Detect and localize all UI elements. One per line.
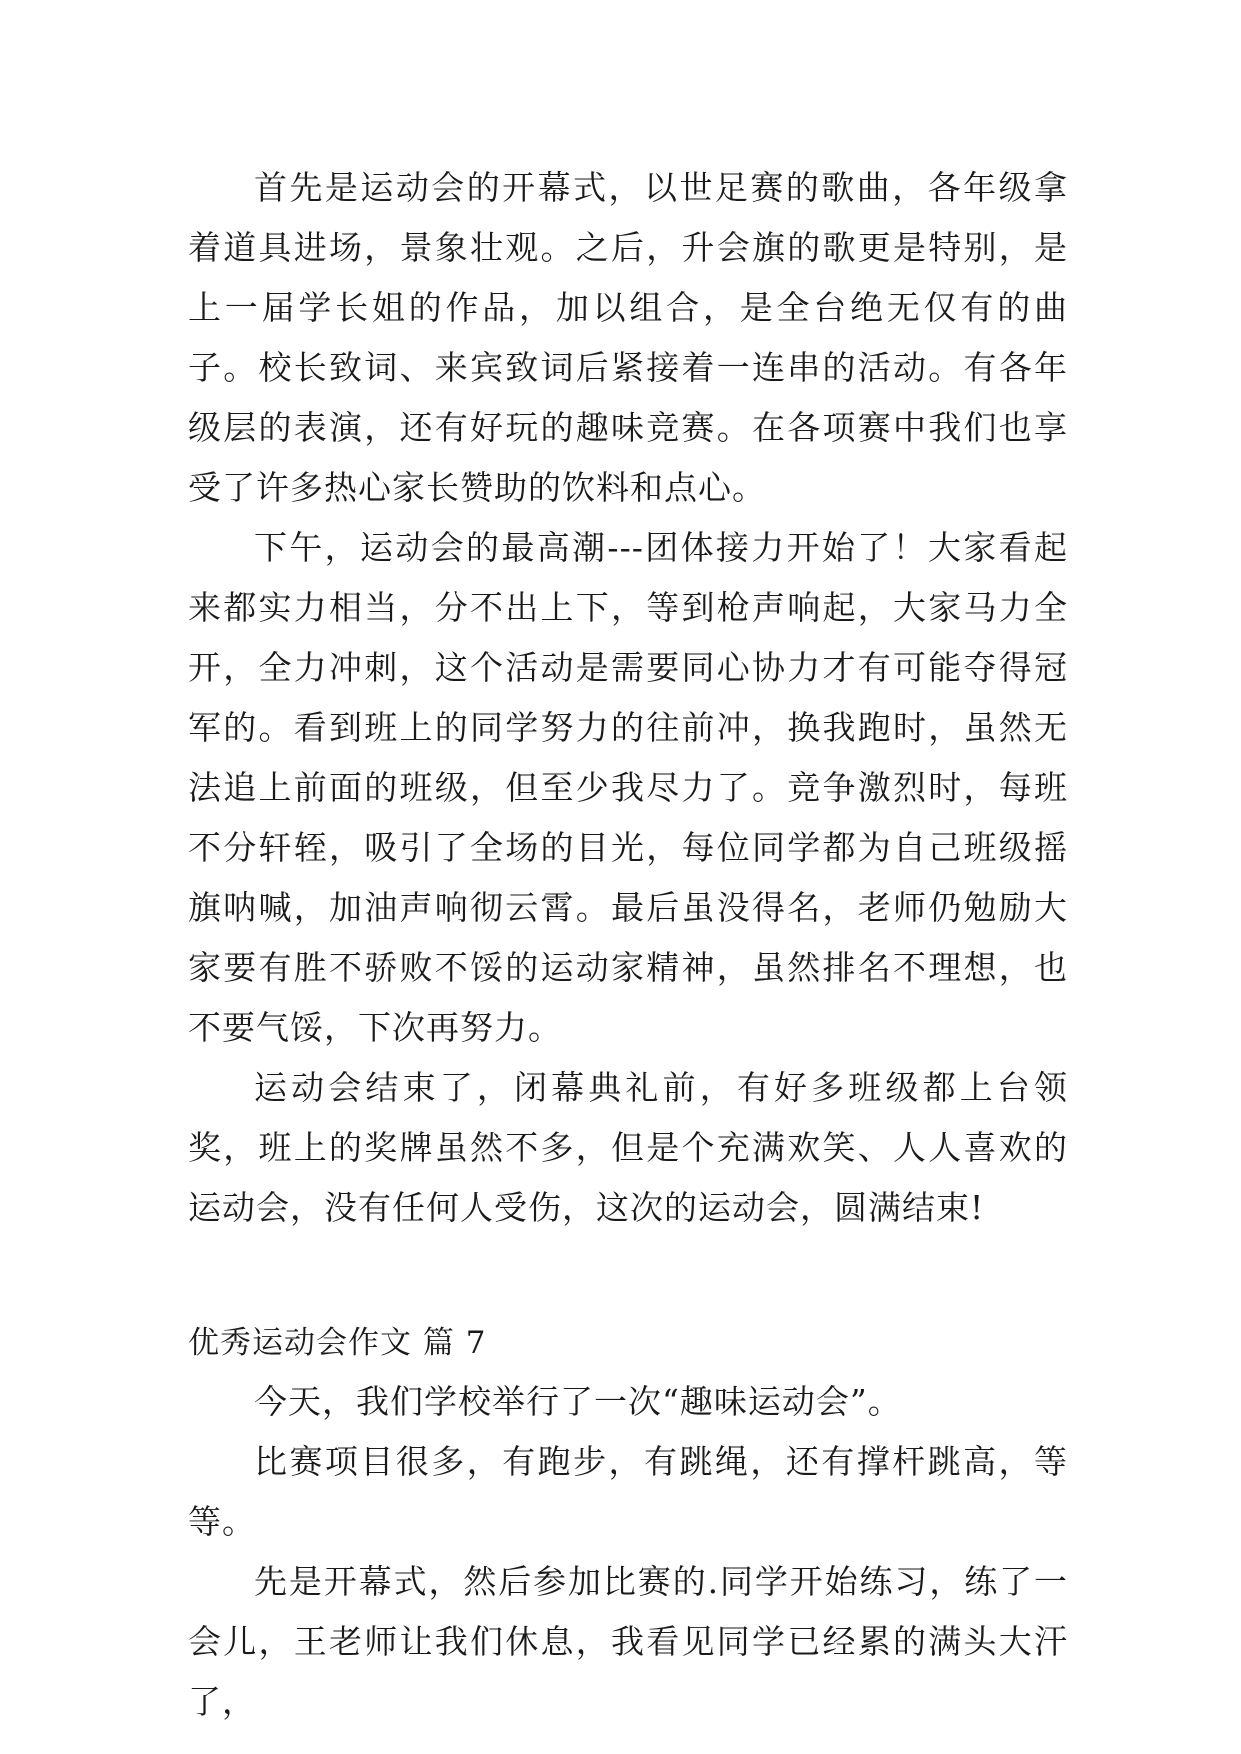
paragraph-practice: 先是开幕式，然后参加比赛的.同学开始练习，练了一会儿，王老师让我们休息，我看见同学已经累的满头大汗了， [188, 1562, 1068, 1721]
paragraph-opening-ceremony: 首先是运动会的开幕式，以世足赛的歌曲，各年级拿着道具进场，景象壮观。之后，升会旗的歌更是特别，是上一届学长姐的作品，加以组合，是全台绝无仅有的曲子。校长致词、来宾致词后紧接着一连串的活动。有各年级层的表演，还有好玩的趣味竞赛。在各项赛中我们也享受了许多热心家长赞助的饮料和点心。 [188, 168, 1068, 507]
paragraph-relay-race: 下午，运动会的最高潮---团体接力开始了！大家看起来都实力相当，分不出上下，等到枪声响起，大家马力全开，全力冲刺，这个活动是需要同心协力才有可能夺得冠军的。看到班上的同学努力的往前冲，换我跑时，虽然无法追上前面的班级，但至少我尽力了。竞争激烈时，每班不分轩轾，吸引了全场的目光，每位同学都为自己班级摇旗呐喊，加油声响彻云霄。最后虽没得名，老师仍勉励大家要有胜不骄败不馁的运动家精神，虽然排名不理想，也不要气馁，下次再努力。 [188, 528, 1068, 1047]
paragraph-closing: 运动会结束了，闭幕典礼前，有好多班级都上台领奖，班上的奖牌虽然不多，但是个充满欢笑、人人喜欢的运动会，没有任何人受伤，这次的运动会，圆满结束! [188, 1068, 1068, 1227]
paragraph-fun-sports-meet: 今天，我们学校举行了一次“趣味运动会”。 [254, 1382, 902, 1421]
section-heading: 优秀运动会作文 篇 7 [188, 1325, 487, 1361]
essay-body [188, 158, 1068, 1732]
paragraph-events: 比赛项目很多，有跑步，有跳绳，还有撑杆跳高，等等。 [188, 1442, 1068, 1541]
